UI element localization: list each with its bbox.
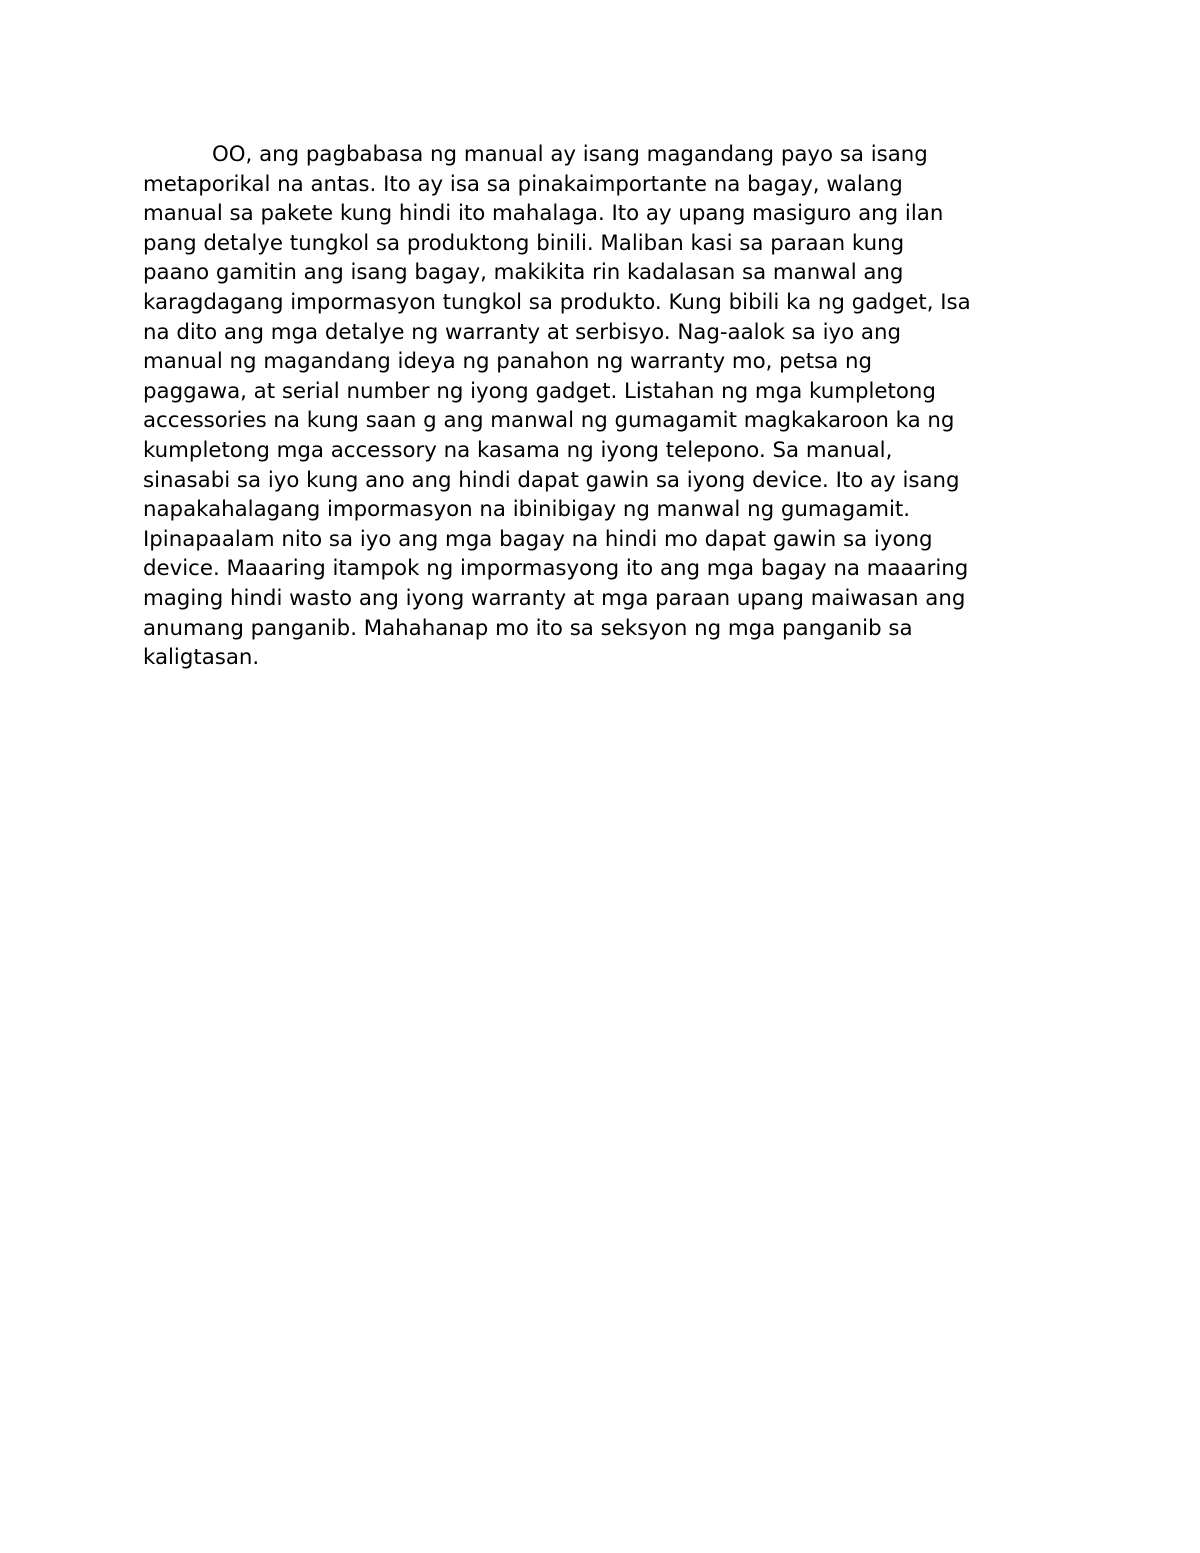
paragraph-line: sinasabi sa iyo kung ano ang hindi dapat gawin sa iyong device. Ito ay isang: [143, 467, 960, 493]
paragraph-line: paano gamitin ang isang bagay, makikita rin kadalasan sa manwal ang: [143, 260, 904, 286]
paragraph-line: accessories na kung saan g ang manwal ng gumagamit magkakaroon ka ng: [143, 408, 955, 434]
paragraph-line: Ipinapaalam nito sa iyo ang mga bagay na hindi mo dapat gawin sa iyong: [143, 526, 933, 552]
paragraph-line: kumpletong mga accessory na kasama ng iyong telepono. Sa manual,: [143, 437, 893, 463]
paragraph-line: na dito ang mga detalye ng warranty at serbisyo. Nag-aalok sa iyo ang: [143, 319, 901, 345]
paragraph-line: anumang panganib. Mahahanap mo ito sa seksyon ng mga panganib sa: [143, 615, 913, 641]
paragraph-line: device. Maaaring itampok ng impormasyong ito ang mga bagay na maaaring: [143, 556, 969, 582]
paragraph-line: pang detalye tungkol sa produktong binili. Maliban kasi sa paraan kung: [143, 230, 905, 256]
paragraph-line: manual ng magandang ideya ng panahon ng warranty mo, petsa ng: [143, 349, 873, 375]
paragraph-line: manual sa pakete kung hindi ito mahalaga. Ito ay upang masiguro ang ilan: [143, 201, 944, 227]
paragraph-line: paggawa, at serial number ng iyong gadget. Listahan ng mga kumpletong: [143, 378, 936, 404]
paragraph-line: maging hindi wasto ang iyong warranty at mga paraan upang maiwasan ang: [143, 585, 966, 611]
paragraph-line: karagdagang impormasyon tungkol sa produkto. Kung bibili ka ng gadget, Isa: [143, 289, 971, 315]
paragraph-line: OO, ang pagbabasa ng manual ay isang magandang payo sa isang: [212, 142, 928, 167]
paragraph-line: napakahalagang impormasyon na ibinibigay ng manwal ng gumagamit.: [143, 497, 911, 523]
paragraph-line: metaporikal na antas. Ito ay isa sa pinakaimportante na bagay, walang: [143, 171, 903, 197]
paragraph-line: kaligtasan.: [143, 645, 260, 671]
body-paragraph: [143, 140, 1063, 673]
